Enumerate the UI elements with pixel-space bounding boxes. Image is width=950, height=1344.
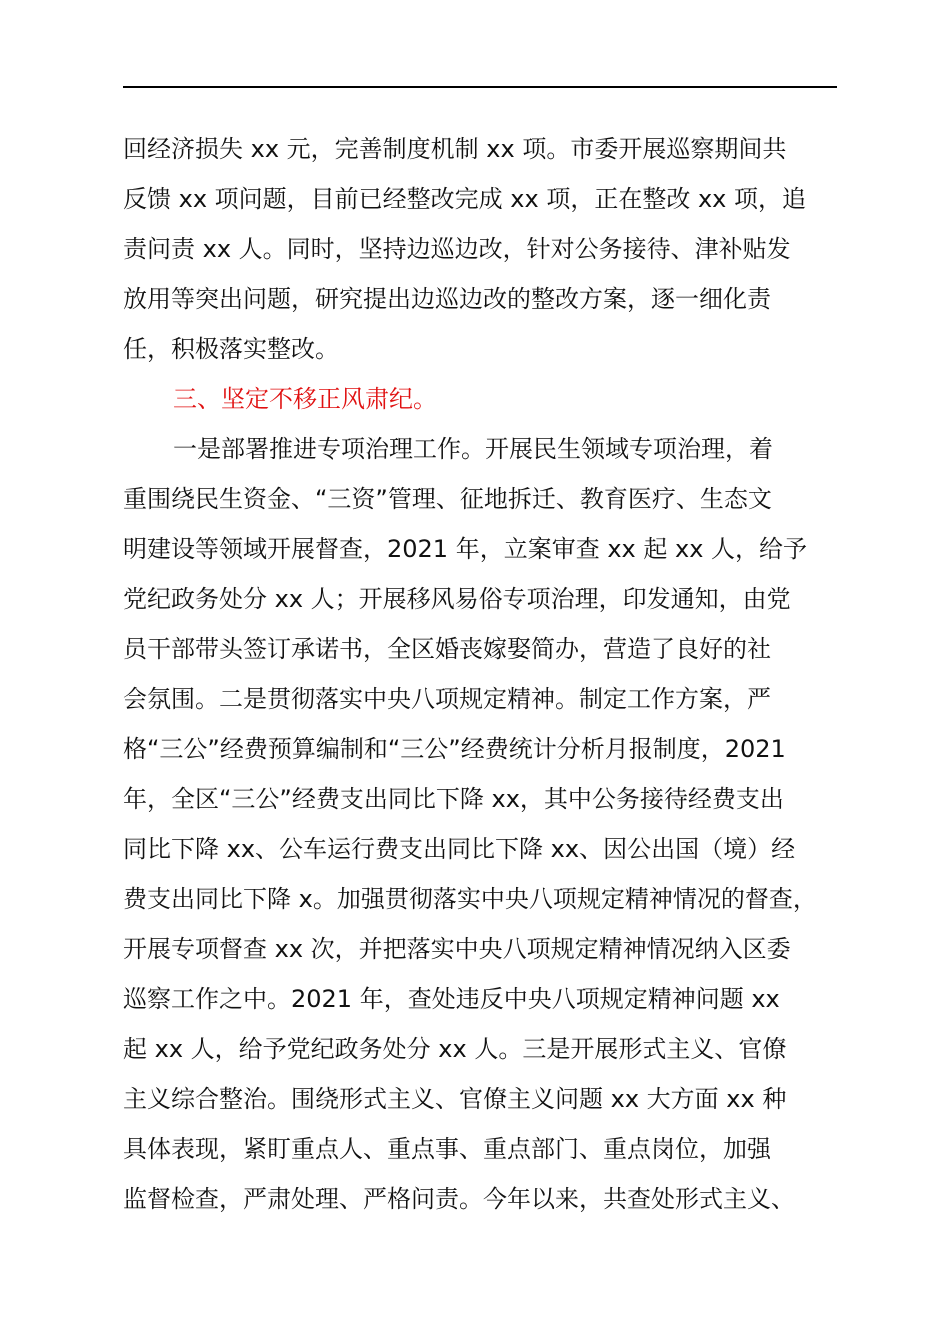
section-heading: 三、坚定不移正风肃纪。 [173, 385, 437, 413]
paragraph-line: 具体表现，紧盯重点人、重点事、重点部门、重点岗位，加强 [123, 1135, 771, 1163]
paragraph-line: 回经济损失 xx 元，完善制度机制 xx 项。市委开展巡察期间共 [123, 135, 787, 163]
paragraph-line: 主义综合整治。围绕形式主义、官僚主义问题 xx 大方面 xx 种 [123, 1085, 787, 1113]
header-rule [123, 86, 837, 88]
paragraph-line: 重围绕民生资金、“三资”管理、征地拆迁、教育医疗、生态文 [123, 485, 772, 513]
paragraph-line: 监督检查，严肃处理、严格问责。今年以来，共查处形式主义、 [123, 1185, 795, 1213]
paragraph-line: 放用等突出问题，研究提出边巡边改的整改方案，逐一细化责 [123, 285, 771, 313]
paragraph-line: 费支出同比下降 x。加强贯彻落实中央八项规定精神情况的督查， [123, 885, 817, 913]
paragraph-line: 责问责 xx 人。同时，坚持边巡边改，针对公务接待、津补贴发 [123, 235, 791, 263]
document-body [123, 124, 863, 1224]
paragraph-line: 明建设等领域开展督查，2021 年，立案审查 xx 起 xx 人，给予 [123, 535, 808, 563]
paragraph-line: 党纪政务处分 xx 人；开展移风易俗专项治理，印发通知，由党 [123, 585, 791, 613]
paragraph-line: 反馈 xx 项问题，目前已经整改完成 xx 项，正在整改 xx 项，追 [123, 185, 806, 213]
paragraph-line: 一是部署推进专项治理工作。开展民生领域专项治理，着 [173, 435, 773, 463]
paragraph-line: 年，全区“三公”经费支出同比下降 xx，其中公务接待经费支出 [123, 785, 784, 813]
paragraph-line: 同比下降 xx、公车运行费支出同比下降 xx、因公出国（境）经 [123, 835, 796, 863]
paragraph-line: 格“三公”经费预算编制和“三公”经费统计分析月报制度，2021 [123, 735, 786, 763]
paragraph-line: 开展专项督查 xx 次，并把落实中央八项规定精神情况纳入区委 [123, 935, 791, 963]
paragraph-line: 会氛围。二是贯彻落实中央八项规定精神。制定工作方案，严 [123, 685, 771, 713]
paragraph-line: 任，积极落实整改。 [123, 335, 339, 363]
paragraph-line: 起 xx 人，给予党纪政务处分 xx 人。三是开展形式主义、官僚 [123, 1035, 787, 1063]
paragraph-line: 员干部带头签订承诺书，全区婚丧嫁娶简办，营造了良好的社 [123, 635, 771, 663]
paragraph-line: 巡察工作之中。2021 年，查处违反中央八项规定精神问题 xx [123, 985, 780, 1013]
